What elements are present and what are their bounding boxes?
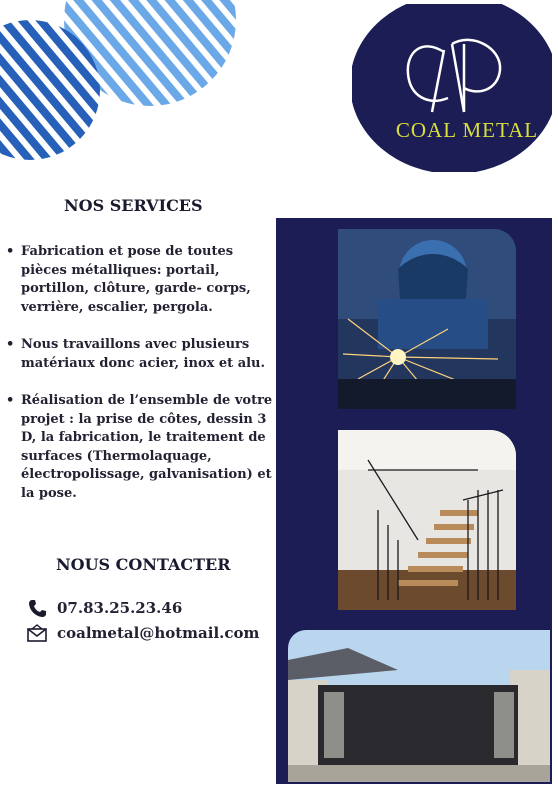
email-contact[interactable] [26,623,259,643]
service-text: Fabrication et pose de toutes pièces métalliques: portail, portillon, clôture, garde- corps, verrière, escalier, pergola. [21,244,251,315]
phone-icon [26,598,48,618]
phone-contact[interactable] [26,598,182,618]
service-item [6,392,276,503]
phone-number[interactable]: 07.83.25.23.46 [57,599,183,617]
contact-heading: NOUS CONTACTER [56,555,231,574]
brand-name: COAL METAL [395,118,539,142]
service-text: Réalisation de l’ensemble de votre projet : la prise de côtes, dessin 3 D, la fabrication, le traitement de surfaces (Thermolaquage, électropolissage, galvanisation) et la pose. [21,393,273,501]
services-list [6,243,276,522]
gate-photo [288,630,550,782]
email-address[interactable]: coalmetal@hotmail.com [57,624,260,642]
bullet: • [6,244,15,259]
logo-disc [352,4,552,172]
service-item [6,243,276,317]
bullet: • [6,393,15,408]
welding-photo [338,229,516,409]
service-item [6,336,276,373]
bullet: • [6,337,15,352]
envelope-icon [26,623,48,643]
service-text: Nous travaillons avec plusieurs matériaux donc acier, inox et alu. [21,337,266,371]
striped-circles-decoration [0,0,240,165]
services-heading: NOS SERVICES [64,196,203,215]
staircase-photo [338,430,516,610]
